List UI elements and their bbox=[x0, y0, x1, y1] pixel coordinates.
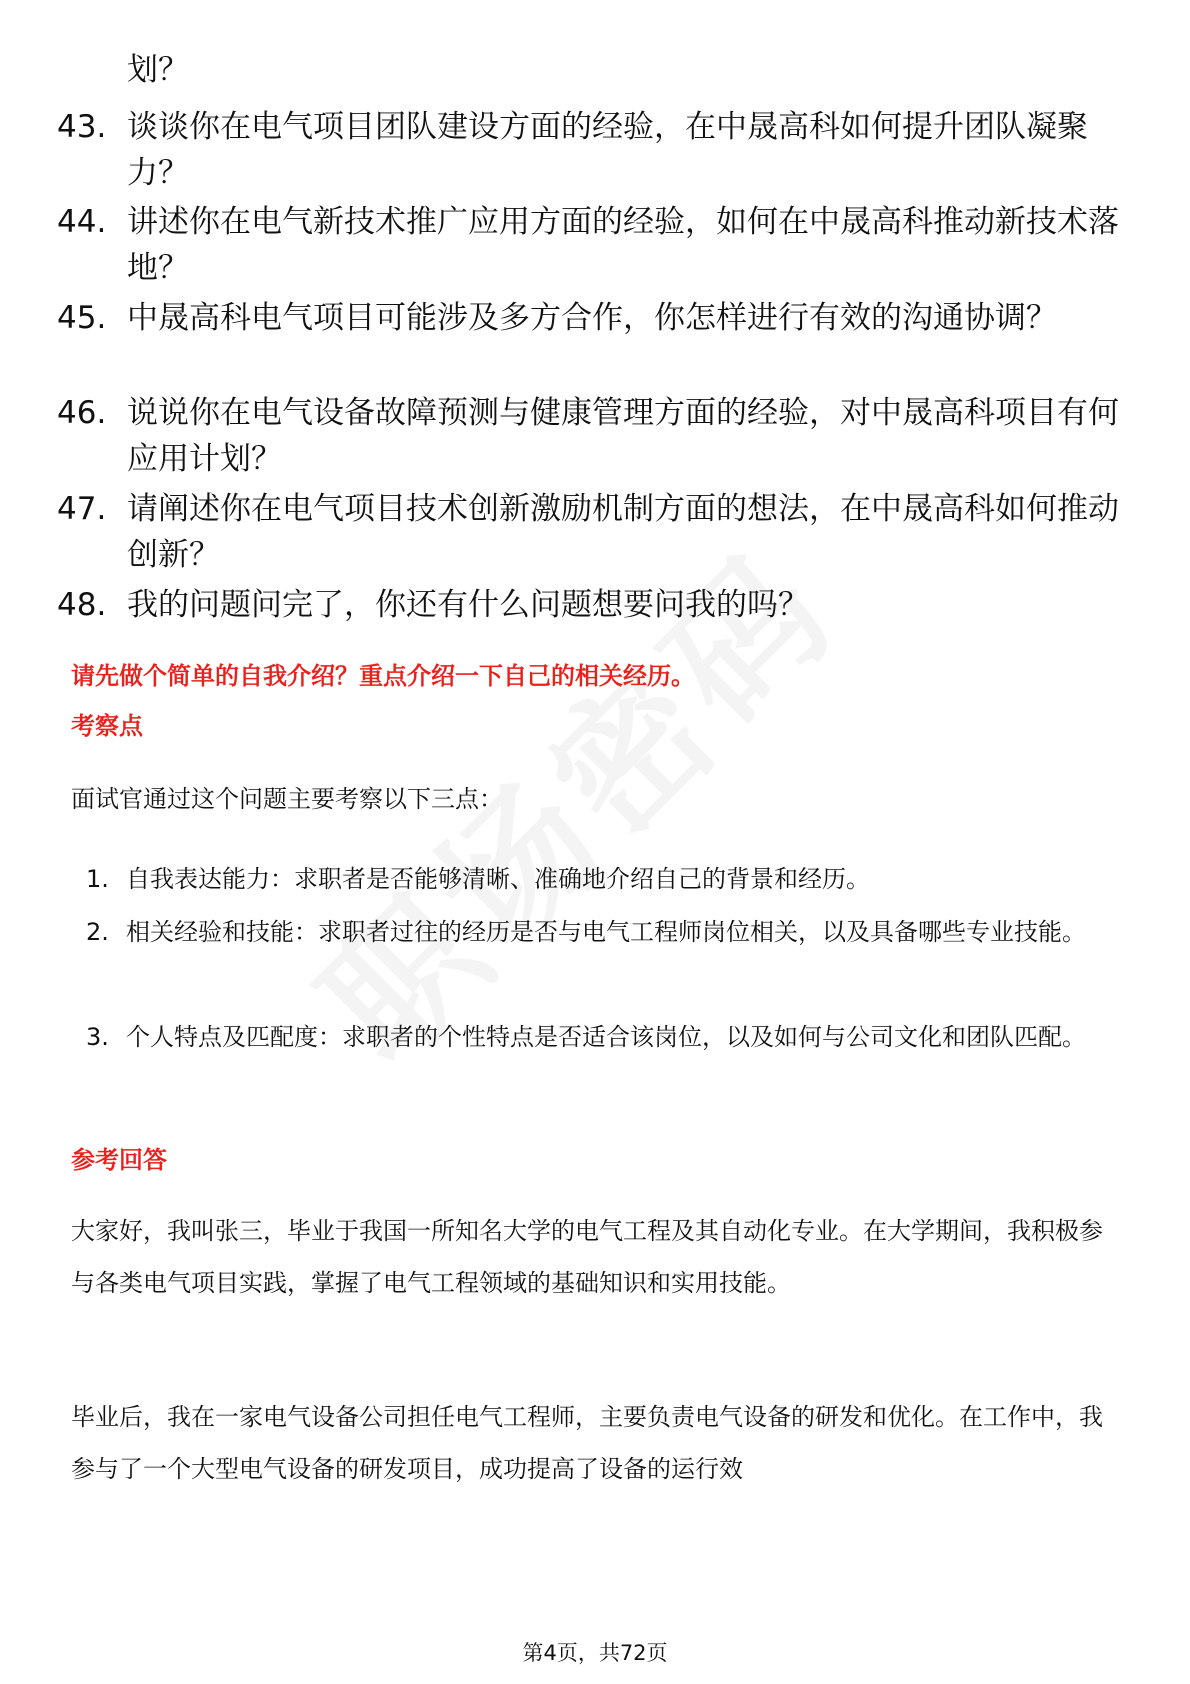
focus-item-1 bbox=[86, 853, 1126, 905]
question-text: 说说你在电气设备故障预测与健康管理方面的经验，对中晟高科项目有何应用计划？ bbox=[127, 395, 1119, 477]
question-text: 请阐述你在电气项目技术创新激励机制方面的想法，在中晟高科如何推动创新？ bbox=[127, 491, 1119, 573]
question-number: 45. bbox=[57, 300, 107, 336]
list-text: 相关经验和技能：求职者过往的经历是否与电气工程师岗位相关，以及具备哪些专业技能。 bbox=[126, 918, 1086, 946]
focus-item-3 bbox=[86, 1011, 1126, 1063]
question-item-43 bbox=[57, 104, 1127, 196]
list-number: 1. bbox=[86, 865, 109, 893]
question-item-46 bbox=[57, 390, 1127, 482]
focus-item-2 bbox=[86, 906, 1126, 958]
focus-intro: 面试官通过这个问题主要考察以下三点： bbox=[71, 785, 503, 813]
answer-paragraph-1: 大家好，我叫张三，毕业于我国一所知名大学的电气工程及其自动化专业。在大学期间，我积极参与各类电气项目实践，掌握了电气工程领域的基础知识和实用技能。 bbox=[71, 1217, 1103, 1297]
question-text: 中晟高科电气项目可能涉及多方合作，你怎样进行有效的沟通协调？ bbox=[127, 300, 1057, 336]
page-footer: 第4页，共72页 bbox=[522, 1641, 668, 1665]
question-item-44 bbox=[57, 199, 1127, 291]
answer-heading: 参考回答 bbox=[71, 1146, 167, 1174]
focus-heading: 考察点 bbox=[71, 712, 143, 740]
question-number: 48. bbox=[57, 587, 107, 623]
question-text: 我的问题问完了，你还有什么问题想要问我的吗？ bbox=[127, 587, 809, 623]
question-item-47 bbox=[57, 486, 1127, 578]
question-text: 谈谈你在电气项目团队建设方面的经验，在中晟高科如何提升团队凝聚力？ bbox=[127, 109, 1088, 191]
question-item-45 bbox=[57, 295, 1127, 341]
answer-paragraph-2: 毕业后，我在一家电气设备公司担任电气工程师，主要负责电气设备的研发和优化。在工作中，我参与了一个大型电气设备的研发项目，成功提高了设备的运行效 bbox=[71, 1403, 1103, 1483]
question-item-42-continued bbox=[57, 47, 1127, 93]
question-text: 划？ bbox=[127, 52, 189, 88]
list-text: 个人特点及匹配度：求职者的个性特点是否适合该岗位，以及如何与公司文化和团队匹配。 bbox=[126, 1023, 1086, 1051]
list-text: 自我表达能力：求职者是否能够清晰、准确地介绍自己的背景和经历。 bbox=[126, 865, 870, 893]
list-number: 2. bbox=[86, 918, 109, 946]
question-number: 47. bbox=[57, 491, 107, 527]
question-number: 44. bbox=[57, 204, 107, 240]
question-number: 46. bbox=[57, 395, 107, 431]
question-text: 讲述你在电气新技术推广应用方面的经验，如何在中晟高科推动新技术落地？ bbox=[127, 204, 1119, 286]
question-number: 43. bbox=[57, 109, 107, 145]
list-number: 3. bbox=[86, 1023, 109, 1051]
question-item-48 bbox=[57, 582, 1127, 628]
question-title: 请先做个简单的自我介绍？重点介绍一下自己的相关经历。 bbox=[71, 662, 695, 690]
